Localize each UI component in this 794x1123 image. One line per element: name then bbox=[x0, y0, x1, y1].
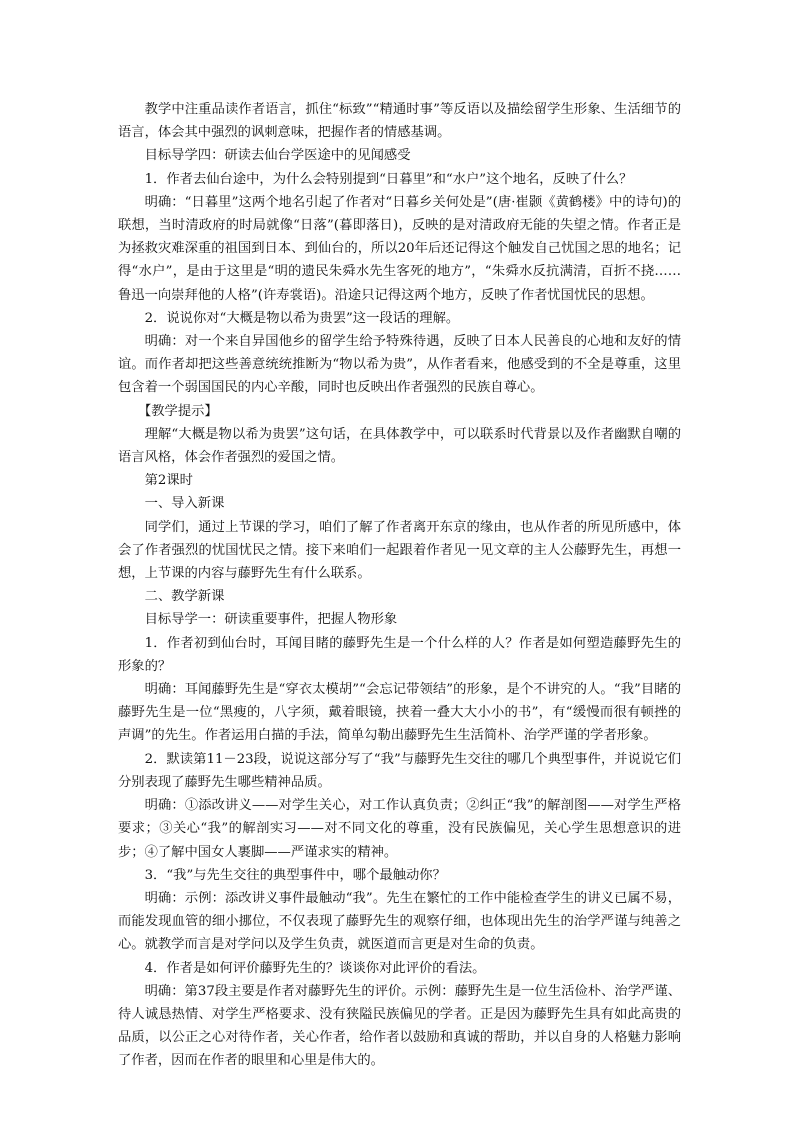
teaching-tip-text: 理解“大概是物以希为贵罢”这句话，在具体教学中，可以联系时代背景以及作者幽默自嘲的语言风格，体会作者强烈的爱国之情。 bbox=[118, 426, 681, 466]
lesson-2-heading: 第2课时 bbox=[144, 473, 193, 489]
question-b1: 1．作者初到仙台时，耳闻目睹的藤野先生是一个什么样的人？作者是如何塑造藤野先生的形象的？ bbox=[118, 635, 681, 674]
intro-text: 同学们，通过上节课的学习，咱们了解了作者离开东京的缘由，也从作者的所见所感中，体会了作者强烈的忧国忧民之情。接下来咱们一起跟着作者见一见文章的主人公藤野先生，再想一想，上节课的内容与藤野先生有什么联系。 bbox=[118, 519, 681, 582]
answer-b4: 明确：第37段主要是作者对藤野先生的评价。示例：藤野先生是一位生活俭朴、治学严谨、待人诚恳热情、对学生严格要求、没有狭隘民族偏见的学者。正是因为藤野先生具有如此高贵的品质，以公正之心对待作者，关心作者，给作者以鼓励和真诚的帮助，并以自身的人格魅力影响了作者，因而在作者的眼里和心里是伟大的。 bbox=[118, 983, 681, 1069]
answer-2: 明确：对一个来自异国他乡的留学生给予特殊待遇，反映了日本人民善良的心地和友好的情谊。而作者却把这些善意统统推断为“物以希为贵”，从作者看来，他感受到的不全是尊重，这里包含着一个弱国国民的内心辛酸，同时也反映出作者强烈的民族自尊心。 bbox=[118, 334, 681, 396]
question-b2: 2．默读第11－23段，说说这部分写了“我”与藤野先生交往的哪几个典型事件，并说说它们分别表现了藤野先生哪些精神品质。 bbox=[118, 751, 681, 790]
goal-heading-4: 目标导学四：研读去仙台学医途中的见闻感受 bbox=[144, 148, 411, 164]
section-new-lesson-heading: 二、教学新课 bbox=[144, 589, 225, 605]
question-1: 1．作者去仙台途中，为什么会特别提到“日暮里”和“水户”这个地名，反映了什么？ bbox=[144, 171, 633, 187]
answer-1: 明确：“日暮里”这两个地名引起了作者对“日暮乡关何处是”(唐·崔颢《黄鹤楼》中的诗句)的联想，当时清政府的时局就像“日落”(暮即落日)，反映的是对清政府无能的失望之情。作者正是为拯救灾难深重的祖国到日本、到仙台的，所以20年后还记得这个触发自己忧国之思的地名；记得“水户”，是由于这里是“明的遗民朱舜水先生客死的地方”，“朱舜水反抗满清，百折不挠……鲁迅一向崇拜他的人格”(许寿裳语)。沿途只记得这两个地方，反映了作者忧国忧民的思想。 bbox=[118, 194, 681, 303]
document-page bbox=[118, 98, 681, 1073]
answer-b3: 明确：示例：添改讲义事件最触动“我”。先生在繁忙的工作中能检查学生的讲义已属不易，而能发现血管的细小挪位，不仅表现了藤野先生的观察仔细，也体现出先生的治学严谨与纯善之心。就教学而言是对学问以及学生负责，就医道而言更是对生命的负责。 bbox=[118, 890, 681, 953]
paragraph-teaching-focus: 教学中注重品读作者语言，抓住“标致”“精通时事”等反语以及描绘留学生形象、生活细节的语言，体会其中强烈的讽刺意味，把握作者的情感基调。 bbox=[118, 102, 681, 141]
section-intro-heading: 一、导入新课 bbox=[144, 496, 225, 512]
goal-heading-1: 目标导学一：研读重要事件，把握人物形象 bbox=[144, 612, 398, 628]
question-2: 2．说说你对“大概是物以希为贵罢”这一段话的理解。 bbox=[144, 310, 460, 326]
teaching-tip-heading: 【教学提示】 bbox=[137, 403, 218, 419]
answer-b1: 明确：耳闻藤野先生是“穿衣太模胡”“会忘记带领结”的形象，是个不讲究的人。“我”目睹的藤野先生是一位“黑瘦的，八字须，戴着眼镜，挟着一叠大大小小的书”，有“缓慢而很有顿挫的声调”的先生。作者运用白描的手法，简单勾勒出藤野先生生活简朴、治学严谨的学者形象。 bbox=[118, 682, 681, 744]
answer-b2: 明确：①添改讲义——对学生关心，对工作认真负责；②纠正“我”的解剖图——对学生严格要求；③关心“我”的解剖实习——对不同文化的尊重，没有民族偏见，关心学生思想意识的进步；④了解中国女人裹脚——严谨求实的精神。 bbox=[118, 798, 681, 860]
question-b3: 3．“我”与先生交往的典型事件中，哪个最触动你？ bbox=[144, 867, 446, 883]
question-b4: 4．作者是如何评价藤野先生的？谈谈你对此评价的看法。 bbox=[144, 960, 486, 976]
